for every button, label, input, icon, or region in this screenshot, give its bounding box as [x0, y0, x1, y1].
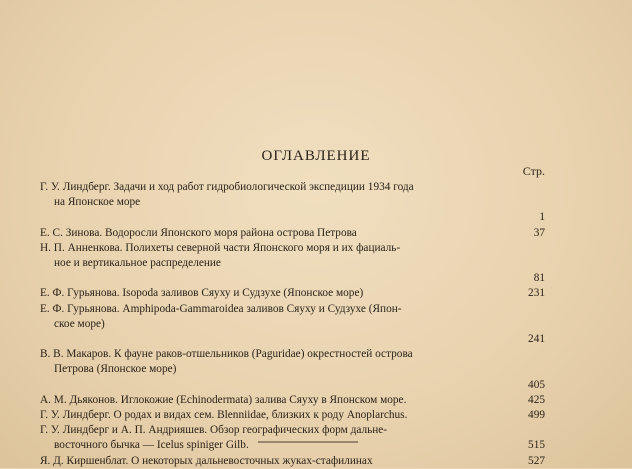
- toc-entry-line: Г. У. Линдберг. Задачи и ход работ гидробиологической экспедиции 1934 года: [40, 181, 414, 193]
- toc-entry-line: Петрова (Японское море): [54, 363, 177, 376]
- toc-entry: [40, 454, 545, 469]
- toc-page-number: 527: [528, 454, 545, 467]
- toc-entry-line: Г. У. Линдберг. О родах и видах сем. Blenniidae, близких к роду Anoplarchus.: [40, 408, 408, 421]
- decorative-rule: [258, 441, 358, 443]
- toc-entry-line: А. М. Дьяконов. Иглокожие (Echinodermata) залива Сяуху в Японском море.: [40, 393, 407, 406]
- toc-entry-line: восточного бычка — Icelus spiniger Gilb.: [54, 439, 249, 452]
- toc-entry-line: В. В. Макаров. К фауне раков-отшельников (Paguridae) окрестностей острова: [40, 348, 413, 361]
- toc-page-number: 241: [528, 332, 545, 345]
- toc-entry-line: Г. У. Линдберг и А. П. Андрияшев. Обзор географических форм дальне-: [40, 424, 388, 437]
- toc-page-number: 231: [528, 287, 545, 300]
- table-of-contents: [40, 180, 545, 469]
- toc-entry-line: ское море): [54, 317, 105, 330]
- toc-entry-line: Е. С. Зинова. Водоросли Японского моря района острова Петрова: [40, 226, 357, 239]
- toc-page-number: 37: [533, 226, 545, 239]
- toc-page-number: 81: [533, 272, 545, 285]
- toc-entry: [40, 393, 545, 408]
- toc-entry-line: Н. П. Анненкова. Полихеты северной части Японского моря и их фациаль-: [40, 241, 401, 254]
- toc-entry: [40, 423, 545, 453]
- toc-entry: [40, 408, 545, 423]
- toc-page-number: 1: [539, 211, 545, 224]
- toc-entry: [40, 302, 545, 348]
- toc-entry: [40, 347, 545, 393]
- page-column-header: Стр.: [522, 164, 545, 178]
- toc-entry: [40, 286, 545, 301]
- toc-entry-line: на Японское море: [54, 196, 141, 209]
- toc-entry-line: Я. Д. Киршенблат. О некоторых дальневосточных жуках-стафилинах: [40, 454, 373, 467]
- page-title: ОГЛАВЛЕНИЕ: [261, 148, 371, 164]
- toc-page-number: 515: [528, 439, 545, 452]
- toc-page-number: 405: [528, 378, 545, 391]
- toc-page-number: 499: [528, 408, 545, 421]
- toc-page-number: 425: [528, 393, 545, 406]
- toc-entry-line: Е. Ф. Гурьянова. Amphipoda-Gammaroidea заливов Сяуху и Судзухе (Япон-: [40, 302, 402, 315]
- toc-entry: [40, 226, 545, 241]
- toc-entry-line: Е. Ф. Гурьянова. Isopoda заливов Сяуху и Судзухе (Японское море): [40, 287, 364, 300]
- toc-entry-line: ное и вертикальное распределение: [54, 257, 221, 269]
- toc-entry: [40, 241, 545, 287]
- toc-entry: [40, 180, 545, 226]
